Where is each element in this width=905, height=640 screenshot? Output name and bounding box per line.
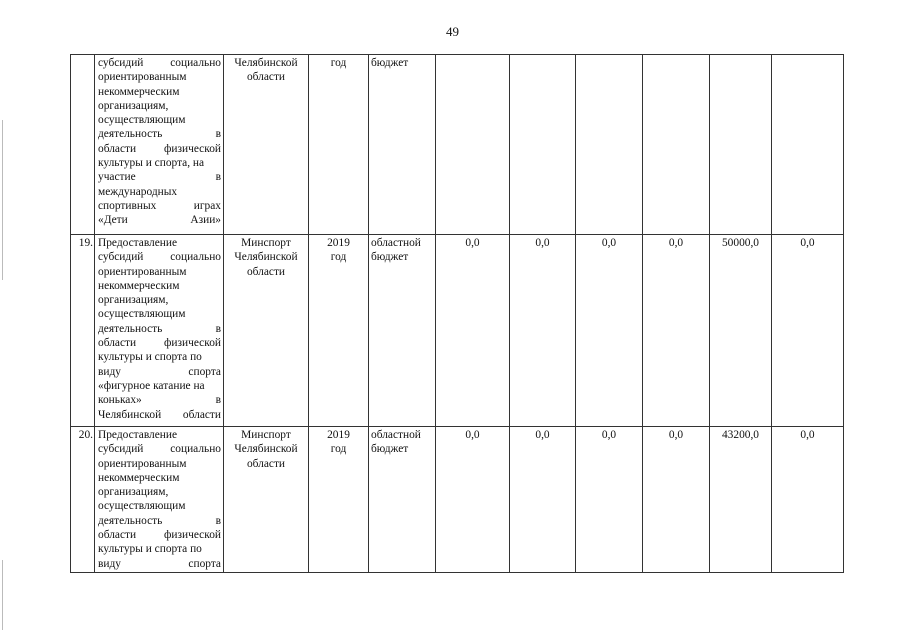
activity-description-line: культуры и спорта, на bbox=[98, 157, 205, 170]
executor-cell-line: области bbox=[246, 71, 286, 84]
funding-source-cell-line: областной bbox=[371, 237, 421, 249]
activity-description-line: участие в bbox=[98, 171, 221, 184]
amount-cell: 0,0 bbox=[510, 235, 576, 427]
activity-description-line: международных bbox=[98, 185, 178, 198]
funding-source-cell-line: областной bbox=[371, 429, 421, 441]
activity-description-line: некоммерческим bbox=[98, 471, 180, 484]
year-cell bbox=[309, 427, 369, 573]
amount-cell: 50000,0 bbox=[710, 235, 772, 427]
activity-description-line: спортивных играх bbox=[98, 199, 221, 212]
activity-description-line: Челябинской области bbox=[98, 408, 221, 421]
page-number: 49 bbox=[446, 24, 459, 39]
year-cell-line: год bbox=[330, 443, 347, 456]
amount-cell: 0,0 bbox=[772, 427, 844, 573]
budget-table bbox=[70, 54, 844, 573]
document-table-wrapper bbox=[70, 54, 844, 573]
activity-description-line: области физической bbox=[98, 142, 221, 155]
amount-cell: 0,0 bbox=[576, 235, 643, 427]
amount-cell: 0,0 bbox=[576, 427, 643, 573]
activity-description-line: ориентированным bbox=[98, 71, 187, 84]
amount-cell bbox=[772, 55, 844, 235]
activity-description-line: «Дети Азии» bbox=[98, 214, 221, 227]
executor-cell-line: Челябинской bbox=[234, 443, 298, 456]
activity-description bbox=[95, 235, 224, 427]
funding-source-cell-line: бюджет bbox=[371, 443, 409, 456]
activity-description-line: субсидий социально bbox=[98, 251, 221, 264]
funding-source-cell-line: бюджет bbox=[371, 251, 409, 264]
amount-cell: 43200,0 bbox=[710, 427, 772, 573]
executor-cell bbox=[224, 55, 309, 235]
executor-cell-line: Челябинской bbox=[234, 251, 298, 264]
activity-description bbox=[95, 55, 224, 235]
activity-description-line: организациям, bbox=[98, 99, 169, 112]
activity-description-line: области физической bbox=[98, 529, 221, 542]
amount-cell bbox=[643, 55, 710, 235]
activity-description-line: деятельность в bbox=[98, 128, 221, 141]
year-cell bbox=[309, 235, 369, 427]
table-row bbox=[71, 427, 844, 573]
activity-description-line: Предоставление bbox=[98, 237, 178, 249]
activity-description-line: некоммерческим bbox=[98, 85, 180, 98]
executor-cell bbox=[224, 235, 309, 427]
activity-description-line: субсидий социально bbox=[98, 57, 221, 69]
amount-cell: 0,0 bbox=[772, 235, 844, 427]
year-cell bbox=[309, 55, 369, 235]
table-row bbox=[71, 55, 844, 235]
activity-description-line: осуществляющим bbox=[98, 308, 186, 321]
amount-cell bbox=[576, 55, 643, 235]
amount-cell bbox=[436, 55, 510, 235]
executor-cell bbox=[224, 427, 309, 573]
amount-cell: 0,0 bbox=[436, 427, 510, 573]
scan-edge-mark bbox=[2, 120, 3, 280]
activity-description-line: «фигурное катание на bbox=[98, 379, 205, 392]
executor-cell-line: области bbox=[246, 265, 286, 278]
executor-cell-line: области bbox=[246, 457, 286, 470]
funding-source-cell bbox=[369, 427, 436, 573]
activity-description-line: виду спорта bbox=[98, 365, 221, 378]
activity-description-line: виду спорта bbox=[98, 557, 221, 570]
activity-description-line: деятельность в bbox=[98, 322, 221, 335]
amount-cell bbox=[510, 55, 576, 235]
activity-description-line: организациям, bbox=[98, 486, 169, 499]
activity-description-line: организациям, bbox=[98, 294, 169, 307]
activity-description bbox=[95, 427, 224, 573]
amount-cell: 0,0 bbox=[436, 235, 510, 427]
year-cell-line: год bbox=[330, 57, 347, 69]
scan-edge-mark bbox=[2, 560, 3, 630]
year-cell-line: 2019 bbox=[327, 237, 350, 249]
activity-description-line: культуры и спорта по bbox=[98, 351, 202, 364]
amount-cell bbox=[710, 55, 772, 235]
funding-source-cell bbox=[369, 235, 436, 427]
activity-description-line: осуществляющим bbox=[98, 500, 186, 513]
amount-cell: 0,0 bbox=[510, 427, 576, 573]
executor-cell-line: Минспорт bbox=[241, 429, 291, 441]
row-number: 20. bbox=[71, 427, 95, 573]
amount-cell: 0,0 bbox=[643, 427, 710, 573]
activity-description-line: Предоставление bbox=[98, 429, 178, 441]
activity-description-line: области физической bbox=[98, 337, 221, 350]
amount-cell: 0,0 bbox=[643, 235, 710, 427]
activity-description-line: ориентированным bbox=[98, 457, 187, 470]
year-cell-line: год bbox=[330, 251, 347, 264]
funding-source-cell-line: бюджет bbox=[371, 57, 409, 69]
funding-source-cell bbox=[369, 55, 436, 235]
row-number bbox=[71, 55, 95, 235]
row-number: 19. bbox=[71, 235, 95, 427]
activity-description-line: деятельность в bbox=[98, 514, 221, 527]
activity-description-line: культуры и спорта по bbox=[98, 543, 202, 556]
activity-description-line: субсидий социально bbox=[98, 443, 221, 456]
year-cell-line: 2019 bbox=[327, 429, 350, 441]
activity-description-line: осуществляющим bbox=[98, 114, 186, 127]
executor-cell-line: Минспорт bbox=[241, 237, 291, 249]
table-row bbox=[71, 235, 844, 427]
activity-description-line: коньках» в bbox=[98, 394, 221, 407]
activity-description-line: ориентированным bbox=[98, 265, 187, 278]
executor-cell-line: Челябинской bbox=[234, 57, 298, 69]
activity-description-line: некоммерческим bbox=[98, 279, 180, 292]
